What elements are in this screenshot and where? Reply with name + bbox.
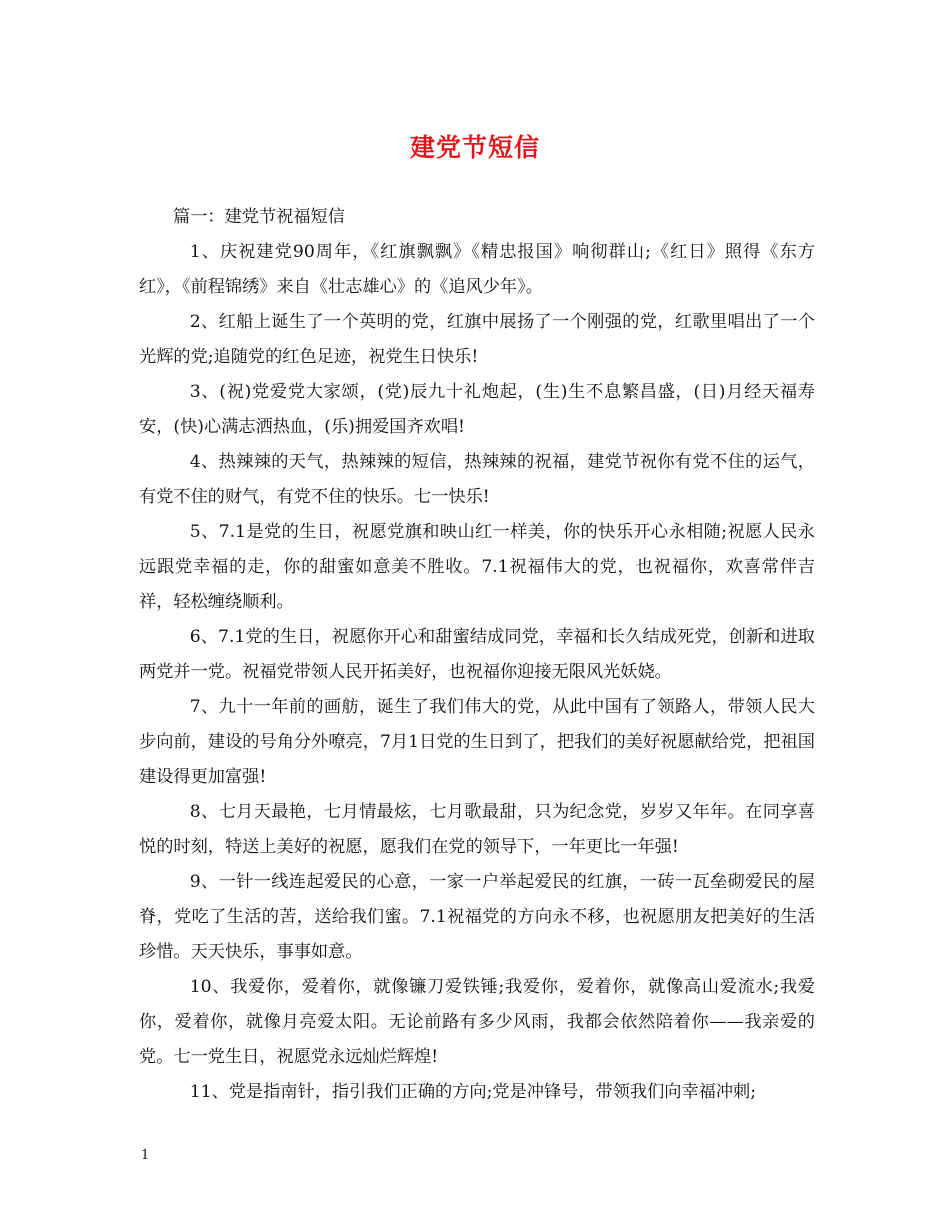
paragraph-5: 5、7.1是党的生日，祝愿党旗和映山红一样美，你的快乐开心永相随;祝愿人民永远跟党幸福的走，你的甜蜜如意美不胜收。7.1祝福伟大的党，也祝福你，欢喜常伴吉祥，轻松缠绕顺利。	[139, 522, 815, 612]
section-heading: 篇一：建党节祝福短信	[173, 207, 345, 227]
paragraph-10: 10、我爱你，爱着你，就像镰刀爱铁锤;我爱你，爱着你，就像高山爱流水;我爱你，爱着你，就像月亮爱太阳。无论前路有多少风雨，我都会依然陪着你——我亲爱的党。七一党生日，祝愿党永远灿烂辉煌!	[139, 977, 815, 1067]
page-number: 1	[141, 1148, 150, 1163]
paragraph-8: 8、七月天最艳，七月情最炫，七月歌最甜，只为纪念党，岁岁又年年。在同享喜悦的时刻，特送上美好的祝愿，愿我们在党的领导下，一年更比一年强!	[139, 802, 815, 857]
paragraph-6: 6、7.1党的生日，祝愿你开心和甜蜜结成同党，幸福和长久结成死党，创新和进取两党并一党。祝福党带领人民开拓美好，也祝福你迎接无限风光妖娆。	[139, 627, 815, 682]
paragraph-3: 3、(祝)党爱党大家颂，(党)辰九十礼炮起，(生)生不息繁昌盛，(日)月经天福寿安，(快)心满志洒热血，(乐)拥爱国齐欢唱!	[139, 382, 815, 437]
page-title: 建党节短信	[409, 133, 540, 162]
document-body	[139, 200, 815, 1110]
paragraph-1: 1、庆祝建党90周年，《红旗飘飘》《精忠报国》响彻群山;《红日》照得《东方红》，《前程锦绣》来自《壮志雄心》的《追风少年》。	[139, 242, 815, 297]
paragraph-4: 4、热辣辣的天气，热辣辣的短信，热辣辣的祝福，建党节祝你有党不住的运气，有党不住的财气，有党不住的快乐。七一快乐!	[139, 452, 815, 507]
paragraph-2: 2、红船上诞生了一个英明的党，红旗中展扬了一个刚强的党，红歌里唱出了一个光辉的党;追随党的红色足迹，祝党生日快乐!	[139, 312, 815, 367]
paragraph-7: 7、九十一年前的画舫，诞生了我们伟大的党，从此中国有了领路人，带领人民大步向前，建设的号角分外嘹亮，7月1日党的生日到了，把我们的美好祝愿献给党，把祖国建设得更加富强!	[139, 697, 815, 787]
paragraph-9: 9、一针一线连起爱民的心意，一家一户举起爱民的红旗，一砖一瓦垒砌爱民的屋脊，党吃了生活的苦，送给我们蜜。7.1祝福党的方向永不移，也祝愿朋友把美好的生活珍惜。天天快乐，事事如意。	[139, 872, 815, 962]
paragraph-11: 11、党是指南针，指引我们正确的方向;党是冲锋号，带领我们向幸福冲刺;	[189, 1082, 757, 1102]
